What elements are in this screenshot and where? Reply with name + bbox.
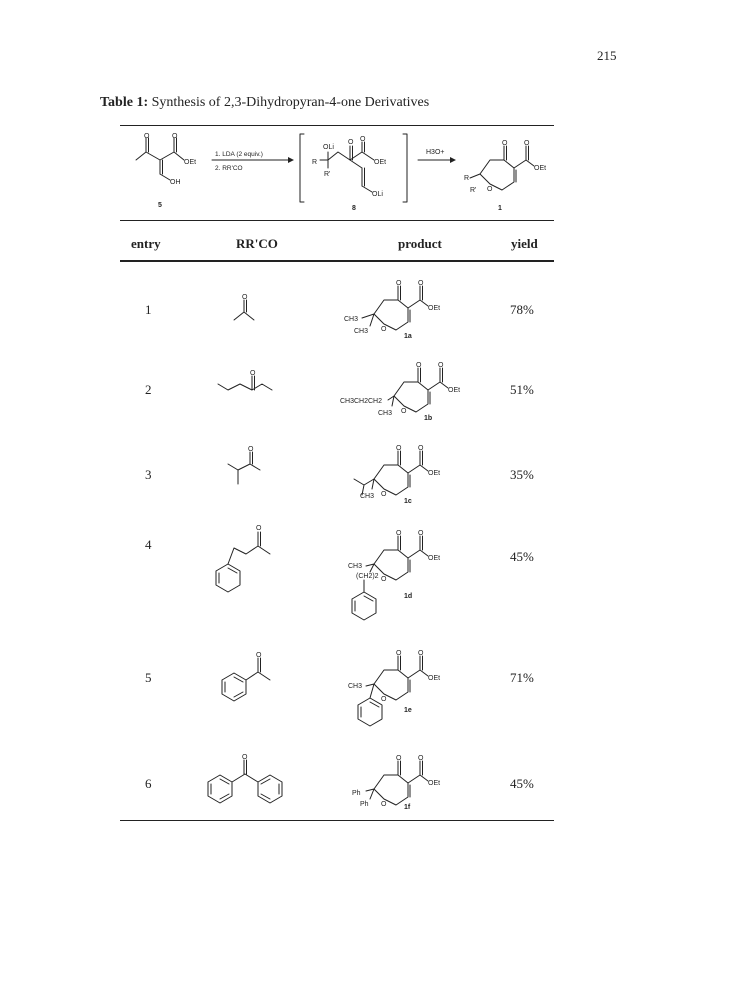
svg-text:O: O <box>418 755 424 762</box>
yield-value: 45% <box>510 549 534 564</box>
svg-text:OEt: OEt <box>428 675 441 682</box>
svg-text:Ph: Ph <box>352 790 361 797</box>
svg-text:O: O <box>381 576 387 583</box>
product-structure-1d <box>340 520 460 640</box>
svg-text:O: O <box>242 294 248 301</box>
reaction-scheme <box>120 130 560 218</box>
svg-text:H3O+: H3O+ <box>426 149 445 156</box>
svg-text:CH3CH2CH2: CH3CH2CH2 <box>340 398 383 405</box>
product-1 <box>464 140 546 212</box>
header-product: product <box>398 236 442 251</box>
svg-text:(CH2)2: (CH2)2 <box>356 573 379 580</box>
svg-text:O: O <box>242 754 248 761</box>
entry-number: 1 <box>145 302 152 317</box>
product-structure-1c <box>340 435 460 515</box>
svg-text:CH3: CH3 <box>378 410 393 417</box>
svg-text:O: O <box>401 408 407 415</box>
svg-text:R: R <box>312 159 318 166</box>
header-ketone: RR'CO <box>236 236 278 251</box>
ketone-structure-acetone <box>228 290 268 330</box>
svg-text:O: O <box>418 280 424 287</box>
svg-text:CH3: CH3 <box>348 683 363 690</box>
entry-number: 3 <box>145 467 152 482</box>
page-number: 215 <box>597 48 617 63</box>
svg-text:O: O <box>144 133 150 140</box>
ketone-structure-benzylacetone <box>200 520 290 600</box>
entry-number: 6 <box>145 776 152 791</box>
svg-text:O: O <box>381 491 387 498</box>
yield-value: 45% <box>510 776 534 791</box>
svg-text:OLi: OLi <box>323 144 334 151</box>
yield-value: 71% <box>510 670 534 685</box>
yield-value: 35% <box>510 467 534 482</box>
svg-text:O: O <box>524 140 530 147</box>
product-structure-1a <box>340 270 460 350</box>
bottom-rule <box>120 820 554 821</box>
svg-text:O: O <box>256 525 262 532</box>
svg-text:O: O <box>396 280 402 287</box>
ketone-structure-3-methyl-2-butanone <box>222 442 272 492</box>
svg-text:2. RR'CO: 2. RR'CO <box>215 165 243 172</box>
svg-text:1. LDA (2 equiv.): 1. LDA (2 equiv.) <box>215 151 263 158</box>
svg-text:OEt: OEt <box>448 387 461 394</box>
compound-label: 1f <box>404 804 411 811</box>
svg-text:OEt: OEt <box>534 165 547 172</box>
reaction-arrow-2 <box>418 149 456 163</box>
compound-label: 1d <box>404 593 413 600</box>
table-title <box>100 95 429 111</box>
product-structure-1b <box>340 352 480 432</box>
compound-label-1: 1 <box>498 205 502 212</box>
compound-label: 1c <box>404 498 412 505</box>
svg-text:OH: OH <box>170 179 181 186</box>
product-structure-1e <box>340 640 460 740</box>
svg-text:O: O <box>418 650 424 657</box>
ketone-structure-acetophenone <box>212 648 282 718</box>
svg-text:O: O <box>250 370 256 377</box>
intermediate-8 <box>300 134 407 212</box>
svg-text:O: O <box>396 445 402 452</box>
svg-text:O: O <box>418 445 424 452</box>
svg-text:R': R' <box>470 187 477 194</box>
svg-text:OEt: OEt <box>374 159 387 166</box>
svg-text:OEt: OEt <box>428 305 441 312</box>
svg-text:O: O <box>396 755 402 762</box>
svg-text:CH3: CH3 <box>344 316 359 323</box>
scheme-bottom-rule <box>120 220 554 221</box>
svg-text:O: O <box>396 530 402 537</box>
svg-text:O: O <box>172 133 178 140</box>
entry-number: 5 <box>145 670 152 685</box>
svg-text:O: O <box>360 136 366 143</box>
svg-text:CH3: CH3 <box>354 328 369 335</box>
svg-text:O: O <box>396 650 402 657</box>
svg-text:R': R' <box>324 171 331 178</box>
svg-text:OEt: OEt <box>428 780 441 787</box>
entry-number: 2 <box>145 382 152 397</box>
svg-text:O: O <box>502 140 508 147</box>
compound-label: 1a <box>404 333 412 340</box>
table-caption: Synthesis of 2,3-Dihydropyran-4-one Derivatives <box>148 95 430 110</box>
ketone-structure-benzophenone <box>196 752 296 812</box>
reaction-arrow-1 <box>212 151 294 172</box>
svg-text:O: O <box>381 696 387 703</box>
header-entry: entry <box>131 236 161 251</box>
svg-text:O: O <box>381 801 387 808</box>
top-rule <box>120 125 554 126</box>
svg-text:O: O <box>487 186 493 193</box>
svg-text:Ph: Ph <box>360 801 369 808</box>
svg-text:O: O <box>348 139 354 146</box>
compound-label-8: 8 <box>352 205 356 212</box>
svg-text:OEt: OEt <box>428 470 441 477</box>
compound-label: 1b <box>424 415 433 422</box>
svg-text:CH3: CH3 <box>348 563 363 570</box>
table-label: Table 1: <box>100 95 149 110</box>
svg-text:OEt: OEt <box>184 159 197 166</box>
svg-text:O: O <box>256 652 262 659</box>
svg-text:O: O <box>248 446 254 453</box>
entry-number: 4 <box>145 537 152 552</box>
svg-text:O: O <box>416 362 422 369</box>
compound-label: 1e <box>404 707 412 714</box>
product-structure-1f <box>340 745 460 825</box>
svg-text:O: O <box>381 326 387 333</box>
yield-value: 78% <box>510 302 534 317</box>
header-rule <box>120 260 554 262</box>
compound-label-5: 5 <box>158 202 162 209</box>
yield-value: 51% <box>510 382 534 397</box>
header-yield: yield <box>511 236 538 251</box>
svg-text:O: O <box>438 362 444 369</box>
svg-text:OLi: OLi <box>372 191 383 198</box>
svg-text:R: R <box>464 175 470 182</box>
svg-text:O: O <box>418 530 424 537</box>
starting-material-5 <box>136 133 196 209</box>
svg-text:OEt: OEt <box>428 555 441 562</box>
ketone-structure-2-pentanone <box>212 362 282 402</box>
svg-text:CH3: CH3 <box>360 493 375 500</box>
